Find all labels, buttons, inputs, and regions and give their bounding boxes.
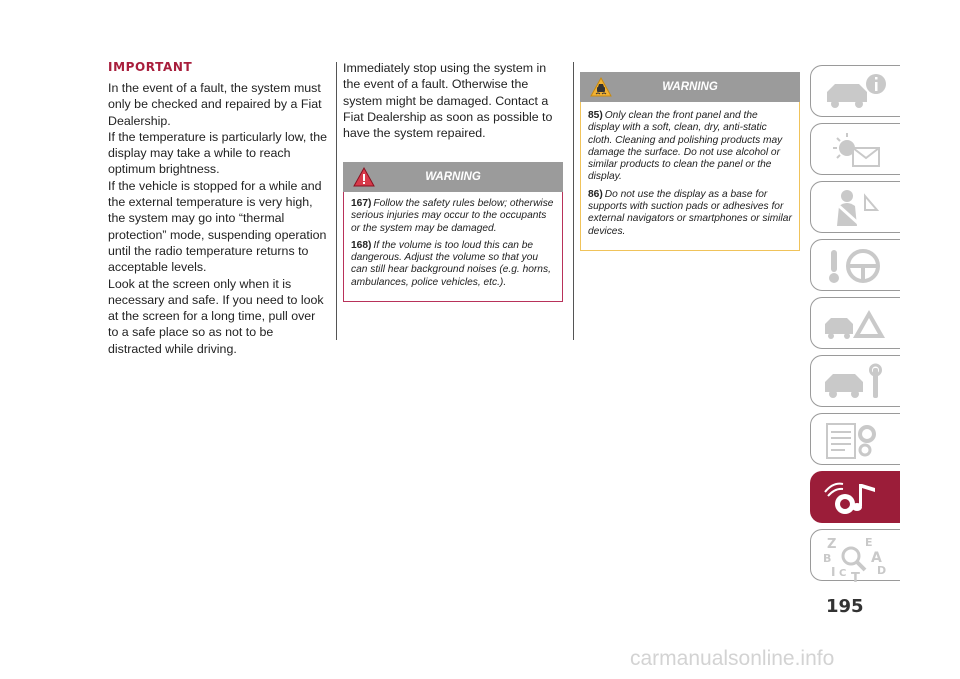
warning-body — [580, 102, 800, 251]
warning-item-text: Do not use the display as a base for supports with suction pads or adhesives for external navigators or smartphones or similar devices. — [588, 188, 792, 237]
nav-tab-starting-driving[interactable] — [810, 239, 900, 291]
warning-item-number: 167) — [351, 198, 372, 209]
svg-text:C: C — [839, 568, 847, 579]
important-paragraph: If the temperature is particularly low, the display may take a while to reach optimum brightness. — [108, 129, 328, 177]
warning-item-text: Only clean the front panel and the display with a soft, clean, dry, anti-static cloth. Cleaning and polishing products may damage the surface. Do not use alcohol or similar products to clean the panel or the display. — [588, 110, 783, 183]
svg-text:B: B — [823, 552, 832, 565]
svg-text:A: A — [871, 550, 882, 566]
nav-tab-knowing-your-car[interactable] — [810, 65, 900, 117]
nav-tab-index[interactable] — [810, 529, 900, 581]
emergency-triangle-icon — [821, 304, 891, 344]
warning-box-cleaning — [580, 72, 800, 251]
warning-item-number: 86) — [588, 188, 603, 200]
warning-box-safety — [343, 162, 563, 302]
important-paragraph: Look at the screen only when it is necessary and safe. If you need to look at the screen for a long time, pull over to a safe place so as not to be distracted while driving. — [108, 276, 324, 356]
warning-header — [343, 162, 563, 192]
column-divider — [573, 62, 574, 340]
nav-tab-emergency[interactable] — [810, 297, 900, 349]
warning-label: WARNING — [662, 81, 718, 93]
important-paragraph: In the event of a fault, the system must only be checked and repaired by a Fiat Dealership. — [108, 81, 322, 128]
warning-item-number: 168) — [351, 239, 372, 251]
warning-item-text: Follow the safety rules below; otherwise serious injuries may occur to the occupants or the system may be damaged. — [351, 198, 554, 234]
column-divider — [336, 62, 337, 340]
nav-tab-safety[interactable] — [810, 181, 900, 233]
warning-item — [351, 240, 555, 289]
warning-item-number: 85) — [588, 110, 603, 121]
fault-paragraph-block — [343, 60, 565, 141]
warning-item-text: If the volume is too loud this can be dangerous. Adjust the volume so that you can still hear background noises (e.g. horns, ambulances, police vehicles, etc.). — [351, 239, 551, 288]
specs-list-gear-icon — [821, 420, 891, 460]
car-info-icon — [821, 72, 891, 112]
svg-text:D: D — [877, 564, 887, 577]
svg-text:I: I — [831, 565, 836, 579]
multimedia-music-icon — [821, 478, 891, 518]
fault-paragraph: Immediately stop using the system in the event of a fault. Otherwise the system might be damaged. Contact a Fiat Dealership as soon as possible to have the system repaired. — [343, 61, 553, 141]
important-paragraph: If the vehicle is stopped for a while and the external temperature is very high, the system may go into “thermal protection” mode, suspending operation until the radio temperature returns to acceptable levels. — [108, 178, 327, 275]
svg-text:T: T — [851, 571, 860, 582]
warning-item — [588, 189, 792, 238]
watermark: carmanualsonline.info — [630, 647, 835, 670]
warning-item — [588, 110, 792, 184]
nav-tab-multimedia[interactable] — [810, 471, 900, 523]
warning-body — [343, 192, 563, 302]
important-section — [108, 60, 328, 357]
important-heading: IMPORTANT — [108, 60, 193, 74]
warning-label: WARNING — [425, 171, 481, 183]
steering-wheel-key-icon — [821, 246, 891, 286]
airbag-safety-icon — [821, 188, 891, 228]
nav-tab-dashboard[interactable] — [810, 123, 900, 175]
svg-text:E: E — [865, 536, 873, 549]
alphabetical-index-icon — [821, 536, 891, 582]
car-wrench-icon — [821, 362, 891, 402]
warning-header — [580, 72, 800, 102]
svg-text:Z: Z — [827, 537, 837, 552]
dashboard-lights-icon — [821, 130, 891, 170]
page-number: 195 — [826, 596, 864, 617]
nav-tab-technical-specs[interactable] — [810, 413, 900, 465]
nav-tab-servicing[interactable] — [810, 355, 900, 407]
warning-item — [351, 198, 555, 235]
